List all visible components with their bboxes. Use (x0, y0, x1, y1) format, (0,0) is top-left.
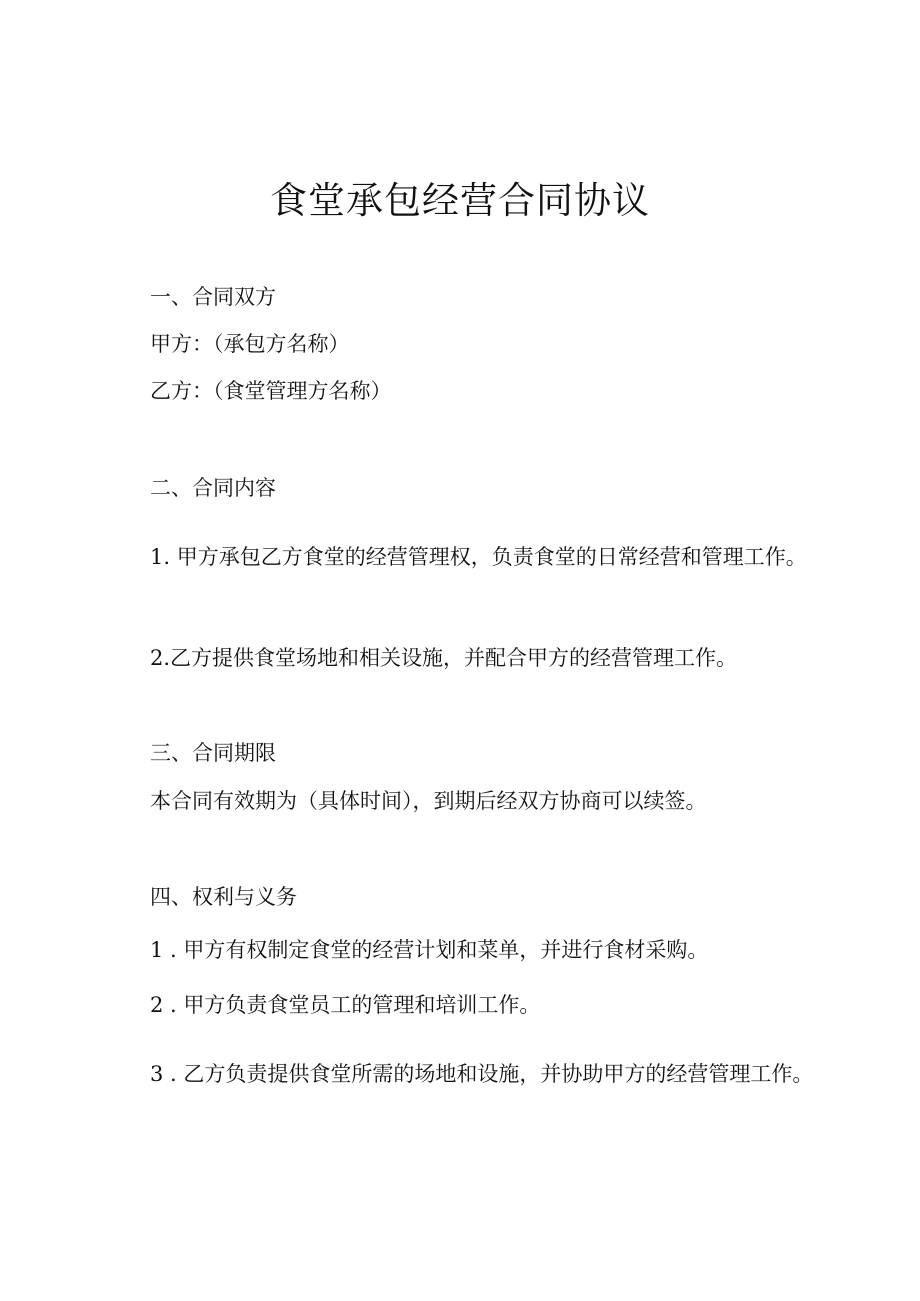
document-title: 食堂承包经营合同协议 (270, 179, 650, 222)
party-b-line: 乙方：（食堂管理方名称） (150, 379, 392, 403)
party-a-line: 甲方：（承包方名称） (150, 332, 350, 356)
content-item-1: 1. 甲方承包乙方食堂的经营管理权，负责食堂的日常经营和管理工作。 (150, 545, 807, 569)
section-parties-heading: 一、合同双方 (150, 285, 276, 309)
section-term-heading: 三、合同期限 (150, 741, 276, 765)
rights-item-2: 2 . 甲方负责食堂员工的管理和培训工作。 (150, 993, 541, 1017)
rights-item-3: 3 . 乙方负责提供食堂所需的场地和设施，并协助甲方的经营管理工作。 (150, 1062, 814, 1086)
content-item-2: 2.乙方提供食堂场地和相关设施，并配合甲方的经营管理工作。 (150, 646, 738, 670)
rights-item-1: 1 . 甲方有权制定食堂的经营计划和菜单，并进行食材采购。 (150, 938, 709, 962)
term-text: 本合同有效期为（具体时间），到期后经双方协商可以续签。 (150, 789, 707, 813)
section-rights-heading: 四、权利与义务 (150, 885, 297, 909)
section-content-heading: 二、合同内容 (150, 476, 276, 500)
